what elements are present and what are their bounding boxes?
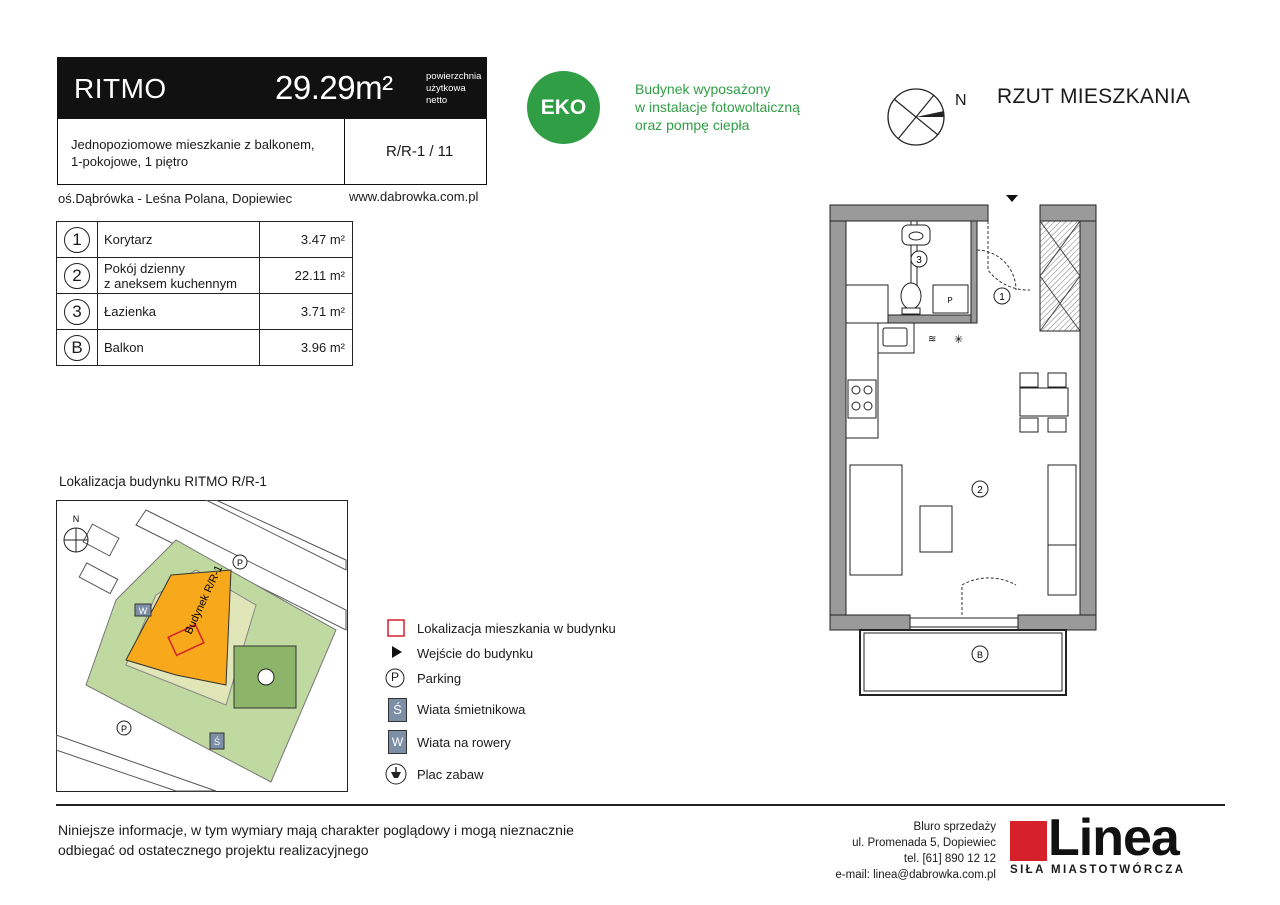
- room-name: Korytarz: [98, 222, 260, 258]
- estate-location: oś.Dąbrówka - Leśna Polana, Dopiewiec: [58, 191, 293, 206]
- room-area: 3.47 m²: [260, 222, 353, 258]
- entrance-arrow-icon: [390, 645, 404, 659]
- linea-logo: Linea: [1048, 809, 1179, 867]
- svg-text:✳: ✳: [954, 333, 964, 346]
- room-number: B: [64, 335, 90, 361]
- svg-text:W: W: [138, 606, 148, 616]
- bin-shelter-icon: Ś: [388, 698, 407, 722]
- legend-label: Plac zabaw: [417, 767, 484, 782]
- building-label: Budynek R/R-1: [182, 563, 226, 637]
- svg-text:P: P: [120, 724, 128, 734]
- area-note: powierzchnia użytkowa netto: [426, 71, 482, 106]
- linea-tagline: SIŁA MIASTOTWÓRCZA: [1010, 864, 1186, 876]
- apartment-code: R/R-1 / 11: [386, 143, 454, 160]
- red-rectangle-icon: [387, 619, 405, 637]
- plan-title: RZUT MIESZKANIA: [997, 85, 1191, 108]
- eko-badge: EKO: [527, 71, 600, 144]
- north-compass-icon: [886, 87, 946, 147]
- legend-label: Wiata śmietnikowa: [417, 702, 526, 717]
- email-link[interactable]: e-mail: linea@dabrowka.com.pl: [835, 869, 996, 881]
- room-label: B: [976, 650, 984, 660]
- phone-link[interactable]: tel. [61] 890 12 12: [903, 853, 996, 865]
- rooms-table: [56, 221, 353, 366]
- site-map: [56, 500, 348, 792]
- north-label: N: [955, 92, 967, 109]
- table-row: [57, 330, 353, 366]
- project-name: RITMO: [74, 73, 167, 104]
- room-name: Balkon: [98, 330, 260, 366]
- room-label: 2: [977, 485, 983, 496]
- site-map-title: Lokalizacja budynku RITMO R/R-1: [59, 474, 267, 489]
- room-number: 3: [64, 299, 90, 325]
- room-area: 22.11 m²: [260, 258, 353, 294]
- playground-icon: [385, 763, 407, 785]
- table-row: [57, 222, 353, 258]
- legend-label: Parking: [417, 671, 462, 686]
- room-label: 3: [916, 255, 922, 266]
- room-number: 2: [64, 263, 90, 289]
- header-bar: [57, 57, 487, 119]
- room-area: 3.71 m²: [260, 294, 353, 330]
- room-area: 3.96 m²: [260, 330, 353, 366]
- entrance-arrow-icon: [1006, 195, 1018, 202]
- svg-text:Ś: Ś: [213, 737, 221, 747]
- room-name: Pokój dzienny z aneksem kuchennym: [98, 258, 260, 294]
- legend-label: Wiata na rowery: [417, 735, 511, 750]
- table-row: [57, 294, 353, 330]
- website-link[interactable]: www.dabrowka.com.pl: [349, 189, 479, 204]
- site-map-north: N: [72, 514, 80, 524]
- room-number: 1: [64, 227, 90, 253]
- sales-office: Bluro sprzedaży ul. Promenada 5, Dopiewiec tel. [61] 890 12 12 e-mail: linea@dabrowka.com.pl: [820, 819, 996, 883]
- floor-plan: [820, 190, 1100, 710]
- legend-label: Wejście do budynku: [417, 646, 534, 661]
- svg-text:≋: ≋: [928, 334, 937, 345]
- bike-shelter-icon: W: [388, 730, 407, 754]
- apartment-description: Jednopoziomowe mieszkanie z balkonem, 1-pokojowe, 1 piętro: [71, 137, 315, 169]
- eko-description: Budynek wyposażony w instalacje fotowoltaiczną oraz pompę ciepła: [635, 81, 800, 133]
- room-name: Łazienka: [98, 294, 260, 330]
- divider: [344, 119, 345, 184]
- svg-text:P: P: [947, 296, 953, 305]
- usable-area: 29.29m²: [275, 69, 393, 106]
- linea-logo-mark: [1010, 821, 1047, 861]
- footer-divider: [56, 804, 1225, 806]
- svg-text:P: P: [236, 558, 244, 568]
- room-label: 1: [999, 292, 1005, 303]
- legend-label: Lokalizacja mieszkania w budynku: [417, 621, 616, 636]
- apartment-info: [57, 119, 487, 185]
- table-row: [57, 258, 353, 294]
- disclaimer: Niniejsze informacje, w tym wymiary mają charakter poglądowy i mogą nieznacznie odbiegać od ostatecznego projektu realizacyjnego: [58, 822, 574, 858]
